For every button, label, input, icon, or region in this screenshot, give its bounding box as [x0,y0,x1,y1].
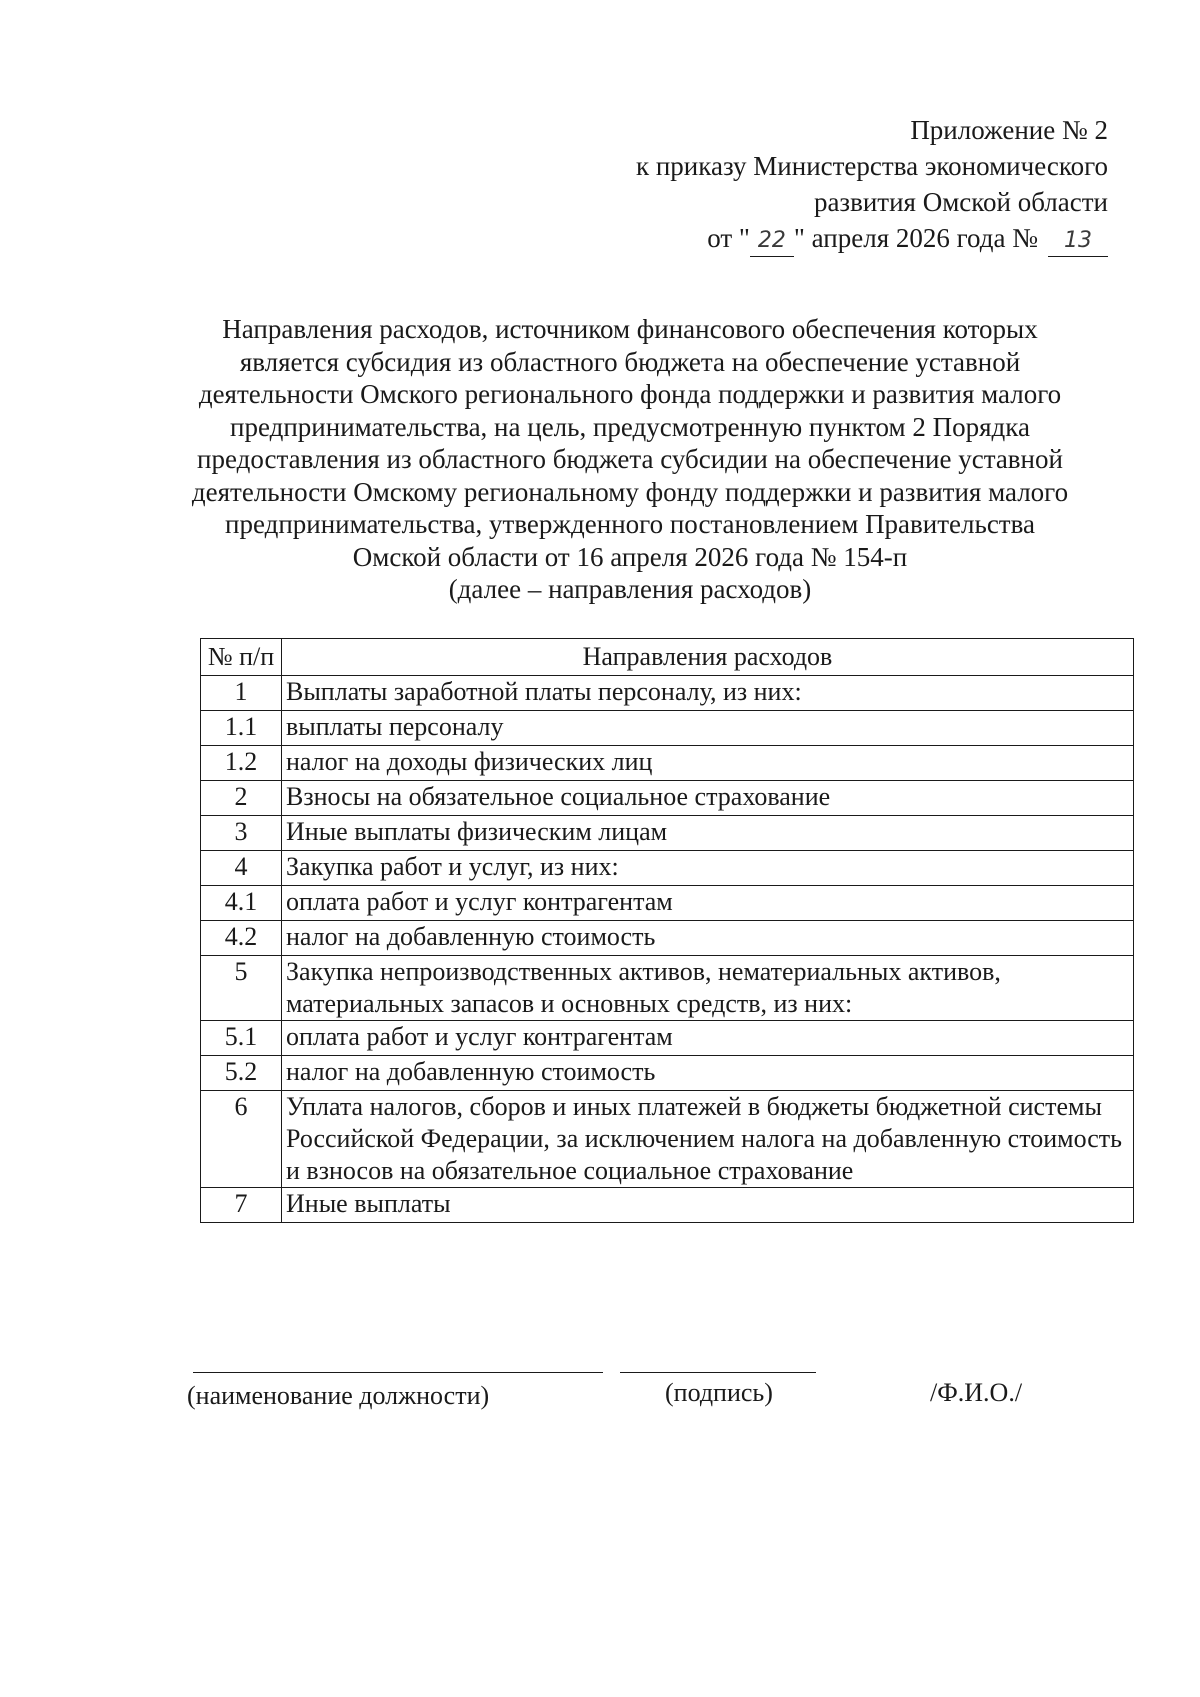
table-row [201,711,1134,746]
row-number: 5.1 [201,1021,282,1056]
title-line: деятельности Омскому региональному фонду поддержки и развития малого [191,476,1069,507]
row-text: Уплата налогов, сборов и иных платежей в бюджеты бюджетной системы Российской Федерации, за исключением налога на добавленную стоимость и взносов на обязательное социальное страхование [282,1091,1134,1188]
title-line: Омской области от 16 апреля 2026 года № 154-п [352,541,908,572]
row-number: 4 [201,851,282,886]
order-number-handwritten: 13 [1064,228,1092,253]
row-text: Иные выплаты [282,1188,1134,1223]
name-label: /Ф.И.О./ [930,1378,1023,1407]
signature-line [620,1372,816,1373]
row-text: налог на добавленную стоимость [282,1056,1134,1091]
table-row [201,851,1134,886]
signature-label: (подпись) [665,1378,773,1407]
column-header-directions: Направления расходов [282,639,1134,676]
appendix-header [636,112,1108,257]
expenses-table [200,638,1134,1223]
row-text: оплата работ и услуг контрагентам [282,1021,1134,1056]
row-number: 1 [201,676,282,711]
row-number: 1.1 [201,711,282,746]
document-title [160,313,1100,606]
row-number: 5.2 [201,1056,282,1091]
table-row [201,676,1134,711]
row-text: Выплаты заработной платы персоналу, из них: [282,676,1134,711]
order-number-field [1048,223,1108,257]
table-row [201,746,1134,781]
row-text: оплата работ и услуг контрагентам [282,886,1134,921]
row-text: Взносы на обязательное социальное страхование [282,781,1134,816]
table-row [201,886,1134,921]
table-row [201,816,1134,851]
title-line: (далее – направления расходов) [448,574,812,604]
row-number: 2 [201,781,282,816]
row-text: налог на добавленную стоимость [282,921,1134,956]
title-line: деятельности Омского регионального фонда поддержки и развития малого [198,379,1062,409]
row-number: 6 [201,1091,282,1188]
row-number: 4.2 [201,921,282,956]
column-header-number: № п/п [201,639,282,676]
table-row [201,1188,1134,1223]
title-line: предпринимательства, утвержденного постановлением Правительства [225,509,1035,539]
row-number: 4.1 [201,886,282,921]
title-line: предпринимательства, на цель, предусмотренную пунктом 2 Порядка [230,411,1030,442]
row-text: налог на доходы физических лиц [282,746,1134,781]
date-day-field [750,223,794,257]
date-prefix: от " [707,223,750,253]
appendix-ministry: развития Омской области [813,187,1108,217]
table-row [201,1021,1134,1056]
title-line: предоставления из областного бюджета субсидии на обеспечение уставной [197,444,1063,474]
appendix-date-line [636,220,1108,257]
title-line: Направления расходов, источником финансового обеспечения которых [222,314,1038,344]
row-text: выплаты персоналу [282,711,1134,746]
row-number: 5 [201,956,282,1021]
row-text: Закупка работ и услуг, из них: [282,851,1134,886]
table-row [201,1091,1134,1188]
row-number: 7 [201,1188,282,1223]
table-header-row [201,639,1134,676]
row-text: Иные выплаты физическим лицам [282,816,1134,851]
row-number: 1.2 [201,746,282,781]
title-line: является субсидия из областного бюджета на обеспечение уставной [239,346,1021,377]
position-signature-line [193,1372,603,1373]
appendix-number: Приложение № 2 [910,115,1108,145]
date-day-handwritten: 22 [757,228,786,253]
table-row [201,781,1134,816]
position-label: (наименование должности) [187,1381,490,1410]
row-text: Закупка непроизводственных активов, нематериальных активов, материальных запасов и основных средств, из них: [282,956,1134,1021]
table-row [201,956,1134,1021]
table-row [201,921,1134,956]
table-row [201,1056,1134,1091]
appendix-order-ref: к приказу Министерства экономического [635,151,1108,181]
date-suffix: " апреля 2026 года № [793,223,1038,253]
row-number: 3 [201,816,282,851]
